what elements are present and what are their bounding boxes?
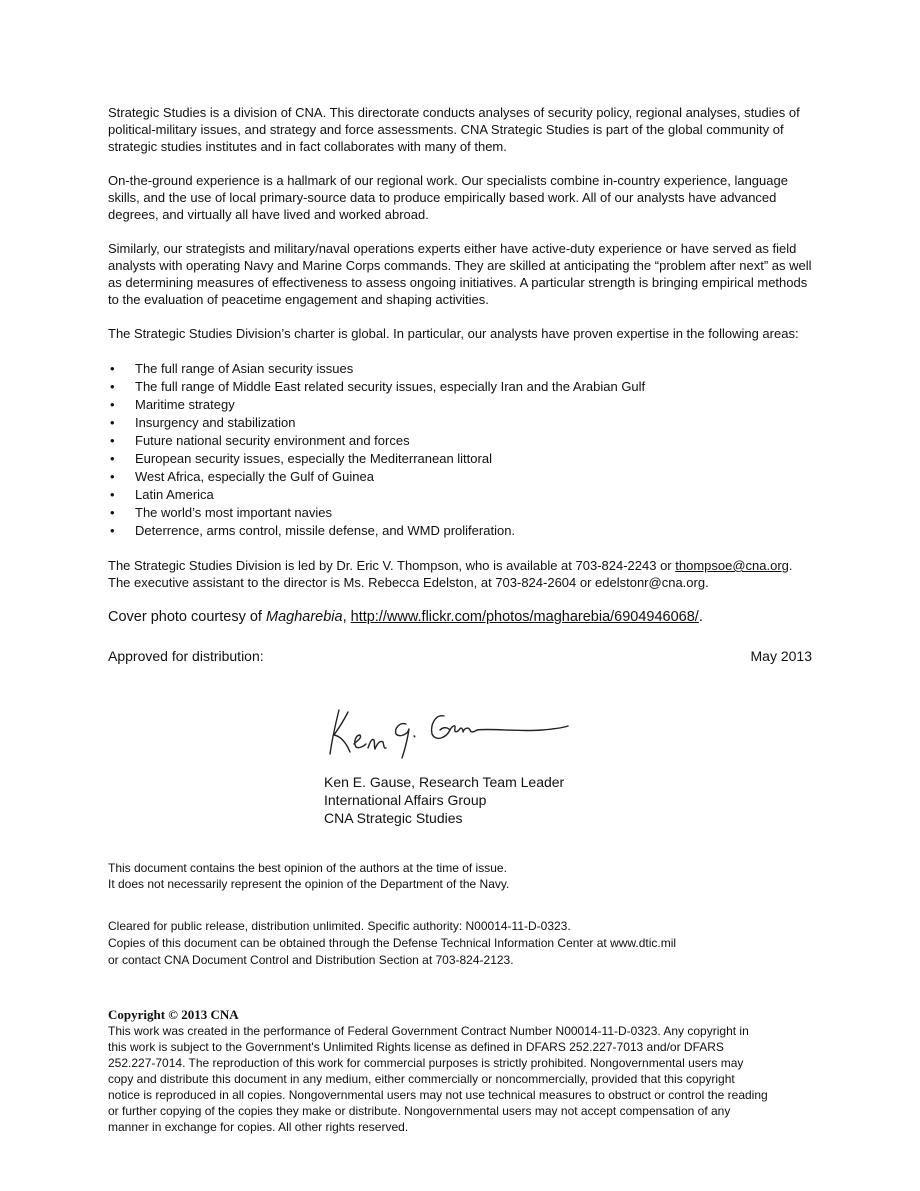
list-item: • Latin America xyxy=(110,487,214,502)
list-item: • Future national security environment and forces xyxy=(110,433,410,448)
cover-photo-credit: Cover photo courtesy of Magharebia, http://www.flickr.com/photos/magharebia/6904946068/. xyxy=(108,609,703,625)
approval-label: Approved for distribution: xyxy=(108,648,264,664)
copyright-text: This work was created in the performance of Federal Government Contract Number N00014-11-D-0323. Any copyright in this work is subject to the Government's Unlimited Rights license as defined in DFARS 252.227-7013 and/or DFARS 252.227-7014. The reproduction of this work for commercial purposes is strictly prohibited. Nongovernmental users may copy and distribute this document in any medium, either commercially or noncommercially, provided that this copyright notice is reproduced in all copies. Nongovernmental users may not use technical measures to obstruct or control the reading or further copying of the copies they make or distribute. Nongovernmental users may not accept compensation of any manner in exchange for copies. All other rights reserved. xyxy=(108,1024,768,1134)
list-item: • West Africa, especially the Gulf of Guinea xyxy=(110,469,374,484)
strategists-paragraph: Similarly, our strategists and military/naval operations experts either have active-duty experience or have served as field analysts with operating Navy and Marine Corps commands. They are skilled at anticipating the “problem after next” as well as determining measures of effectiveness to assess ongoing initiatives. A particular strength is bringing empirical methods to the evaluation of peacetime engagement and shaping activities. xyxy=(108,241,812,307)
signer-org: CNA Strategic Studies xyxy=(324,810,463,826)
signer-group: International Affairs Group xyxy=(324,792,487,808)
bullet-icon: • xyxy=(110,451,115,466)
list-item: • Maritime strategy xyxy=(110,397,235,412)
photo-url-link[interactable]: http://www.flickr.com/photos/magharebia/6904946068/ xyxy=(350,609,699,625)
bullet-icon: • xyxy=(110,505,115,520)
bullet-icon: • xyxy=(110,469,115,484)
bullet-icon: • xyxy=(110,379,115,394)
document-body xyxy=(108,104,820,665)
expertise-list xyxy=(108,360,820,540)
intro-paragraph: Strategic Studies is a division of CNA. This directorate conducts analyses of security policy, regional analyses, studies of political-military issues, and strategy and force assessments. CNA Strategic Studies is part of the global community of strategic studies institutes and in fact collaborates with many of them. xyxy=(108,105,800,154)
signature-image xyxy=(322,702,572,762)
release-notice: Cleared for public release, distribution unlimited. Specific authority: N00014-11-D-0323. Copies of this document can be obtained through the Defense Technical Information Center at www.dtic.mil or contact CNA Document Control and Distribution Section at 703-824-2123. xyxy=(108,919,677,967)
list-item: • The full range of Middle East related security issues, especially Iran and the Arabian Gulf xyxy=(110,379,646,394)
assistant-contact: The executive assistant to the director is Ms. Rebecca Edelston, at 703-824-2604 or edelstonr@cna.org. xyxy=(108,575,709,590)
opinion-disclaimer: This document contains the best opinion of the authors at the time of issue. It does not necessarily represent the opinion of the Department of the Navy. xyxy=(108,861,510,891)
copyright-heading: Copyright © 2013 CNA xyxy=(108,1007,239,1022)
list-item: • Deterrence, arms control, missile defense, and WMD proliferation. xyxy=(110,523,516,538)
list-item: • European security issues, especially the Mediterranean littoral xyxy=(110,451,492,466)
signature-text: Ken E. Gause xyxy=(322,702,329,703)
photo-source: Magharebia xyxy=(265,609,343,625)
contact-info: The Strategic Studies Division is led by Dr. Eric V. Thompson, who is available at 703-824-2243 or thompsoe@cna.org. The executive assistant to the director is Ms. Rebecca Edelston, at 703-824-2604 or edelstonr@cna.org. xyxy=(108,558,793,590)
signer-block xyxy=(324,773,564,827)
list-item: • The full range of Asian security issues xyxy=(110,361,354,376)
signer-name: Ken E. Gause, Research Team Leader xyxy=(324,774,565,790)
bullet-icon: • xyxy=(110,487,115,502)
charter-paragraph: The Strategic Studies Division’s charter is global. In particular, our analysts have proven expertise in the following areas: xyxy=(108,326,799,341)
bullet-icon: • xyxy=(110,433,115,448)
copyright-block xyxy=(108,1007,820,1135)
bullet-icon: • xyxy=(110,397,115,412)
approval-line xyxy=(108,647,812,665)
bullet-icon: • xyxy=(110,523,115,538)
list-item: • Insurgency and stabilization xyxy=(110,415,296,430)
approval-date: May 2013 xyxy=(750,648,812,664)
list-item: • The world’s most important navies xyxy=(110,505,333,520)
experience-paragraph: On-the-ground experience is a hallmark of our regional work. Our specialists combine in-country experience, language skills, and the use of local primary-source data to produce empirically based work. All of our analysts have advanced degrees, and virtually all have lived and worked abroad. xyxy=(108,173,788,222)
bullet-icon: • xyxy=(110,361,115,376)
director-email-link[interactable]: thompsoe@cna.org xyxy=(675,558,789,573)
bullet-icon: • xyxy=(110,415,115,430)
